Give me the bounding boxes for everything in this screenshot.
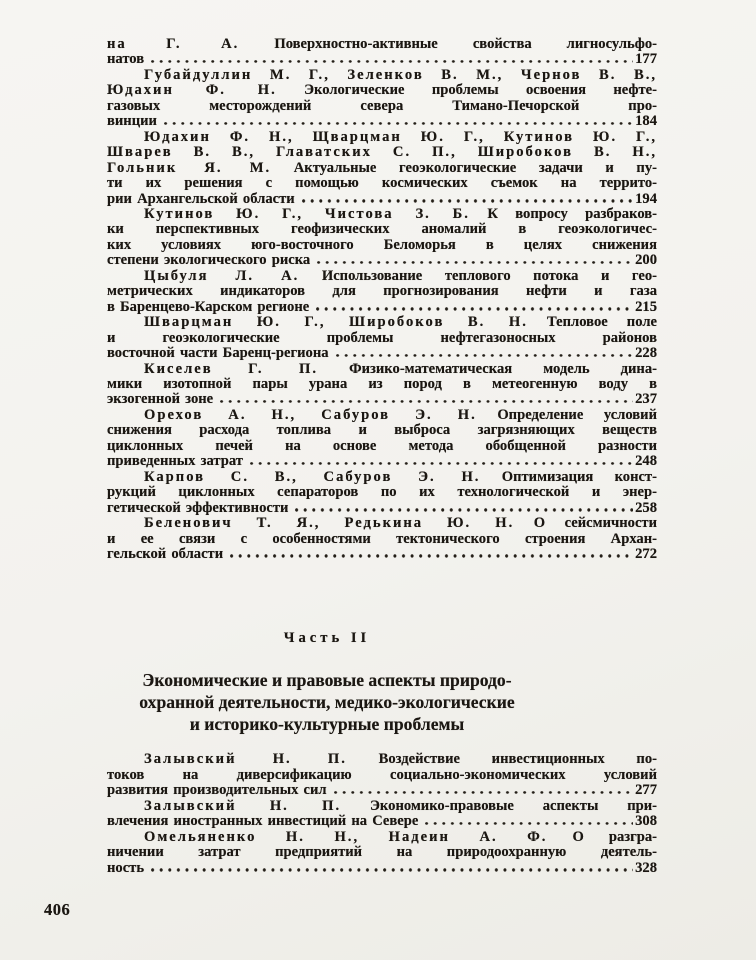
toc-line-text: гельской области bbox=[107, 545, 224, 562]
toc-line bbox=[107, 362, 657, 377]
toc-entry bbox=[107, 315, 657, 361]
toc-line-text: токов на диверсификацию социально-экономических условий bbox=[107, 766, 657, 783]
dot-leader bbox=[302, 193, 633, 203]
toc-line bbox=[107, 130, 657, 145]
dot-leader bbox=[151, 53, 633, 63]
author-names: Киселев Г. П. bbox=[144, 360, 319, 377]
toc-line-text: снижения расхода топлива и выброса загрязняющих веществ bbox=[107, 422, 657, 439]
toc-line bbox=[107, 830, 657, 845]
toc-line-text: Использование теплового потока и гео- bbox=[321, 267, 657, 284]
dot-leader bbox=[334, 784, 634, 794]
toc-entry bbox=[107, 207, 657, 269]
part2-heading-label: Часть II bbox=[283, 630, 371, 647]
toc-line bbox=[107, 114, 657, 129]
page-ref-number: 228 bbox=[635, 345, 657, 362]
toc-line bbox=[107, 192, 657, 207]
author-names: Орехов А. Н., Сабуров Э. Н. bbox=[144, 406, 477, 423]
toc-part1-entries bbox=[107, 37, 657, 562]
toc-line bbox=[107, 768, 657, 783]
toc-line-text: ность bbox=[107, 859, 145, 876]
toc-line bbox=[107, 222, 657, 237]
toc-line bbox=[107, 470, 657, 485]
toc-line bbox=[107, 547, 657, 562]
toc-line-text: Поверхностно-активные свойства лигносульфо- bbox=[274, 36, 657, 52]
toc-line-text: приведенных затрат bbox=[107, 453, 243, 470]
toc-line-text: К вопросу разбраков- bbox=[487, 205, 657, 222]
toc-line bbox=[107, 485, 657, 500]
dot-leader bbox=[151, 862, 633, 872]
author-names: Кутинов Ю. Г., Чистова З. Б. bbox=[144, 205, 470, 222]
toc-line-text: метрических индикаторов для прогнозирования нефти и газа bbox=[107, 283, 657, 300]
toc-line bbox=[107, 799, 657, 814]
table-of-contents bbox=[107, 37, 657, 876]
part2-title-line: и историко-культурные проблемы bbox=[189, 714, 465, 735]
toc-part2-entries bbox=[107, 752, 657, 876]
toc-line bbox=[107, 845, 657, 860]
page-ref-number: 277 bbox=[635, 782, 657, 799]
toc-entry bbox=[107, 362, 657, 408]
toc-line-text: О разгра- bbox=[572, 828, 657, 845]
page-ref-number: 184 bbox=[635, 113, 657, 130]
dot-leader bbox=[425, 815, 633, 825]
toc-entry bbox=[107, 830, 657, 876]
toc-line bbox=[107, 37, 657, 52]
toc-line bbox=[107, 454, 657, 469]
page-ref-number: 237 bbox=[635, 391, 657, 408]
author-names: Карпов С. В., Сабуров Э. Н. bbox=[144, 468, 481, 485]
dot-leader bbox=[230, 548, 633, 558]
toc-line bbox=[107, 68, 657, 83]
page-ref-number: 272 bbox=[635, 545, 657, 562]
toc-entry bbox=[107, 799, 657, 830]
dot-leader bbox=[317, 254, 633, 264]
toc-line-text: в Баренцево-Карском регионе bbox=[107, 298, 310, 315]
author-names: на Г. А. bbox=[107, 36, 240, 52]
toc-line-text: Актуальные геоэкологические задачи и пу- bbox=[293, 159, 657, 176]
page-ref-number: 215 bbox=[635, 298, 657, 315]
toc-entry bbox=[107, 269, 657, 315]
toc-line-text: развития производительных сил bbox=[107, 782, 327, 799]
toc-line bbox=[107, 861, 657, 876]
dot-leader bbox=[220, 393, 633, 403]
author-names: Залывский Н. П. bbox=[144, 751, 347, 768]
author-names: Шварев В. В., Главатских С. П., Широбоков В. Н., bbox=[107, 144, 657, 161]
toc-line-text: винции bbox=[107, 113, 157, 130]
toc-entry bbox=[107, 130, 657, 207]
page-ref-number: 177 bbox=[635, 51, 657, 68]
toc-line-text: ти их решения с помощью космических съемок на террито- bbox=[107, 175, 657, 192]
page-ref-number: 258 bbox=[635, 499, 657, 516]
toc-line bbox=[107, 253, 657, 268]
toc-entry bbox=[107, 408, 657, 470]
page-ref-number: 194 bbox=[635, 190, 657, 207]
toc-line-text: Физико-математическая модель дина- bbox=[349, 360, 657, 377]
dot-leader bbox=[316, 301, 633, 311]
toc-line bbox=[107, 331, 657, 346]
toc-line bbox=[107, 284, 657, 299]
toc-line-text: Оптимизация конст- bbox=[501, 468, 657, 485]
toc-line-text: рукций циклонных сепараторов по их технологической и энер- bbox=[107, 484, 657, 501]
toc-line-text: мики изотопной пары урана из пород в метеогенную воду в bbox=[107, 375, 657, 392]
toc-line-text: экзогенной зоне bbox=[107, 391, 214, 408]
author-names: Юдахин Ф. Н., Щварцман Ю. Г., Кутинов Ю. Г., bbox=[144, 128, 657, 145]
toc-line-text: циклонных печей на основе метода обобщенной разности bbox=[107, 437, 657, 454]
toc-line bbox=[107, 300, 657, 315]
toc-line bbox=[107, 207, 657, 222]
author-names: Омельяненко Н. Н., Надеин А. Ф. bbox=[144, 828, 548, 845]
page-ref-number: 248 bbox=[635, 453, 657, 470]
part2-title-line: Экономические и правовые аспекты природо- bbox=[142, 670, 512, 691]
toc-line-text: Экологические проблемы освоения нефте- bbox=[304, 82, 658, 99]
toc-line-text: натов bbox=[107, 51, 145, 68]
toc-line bbox=[107, 52, 657, 67]
toc-line bbox=[107, 145, 657, 160]
author-names: Губайдуллин М. Г., Зеленков В. М., Чернов В. В., bbox=[144, 66, 657, 83]
toc-line bbox=[107, 501, 657, 516]
toc-line bbox=[107, 99, 657, 114]
toc-line-text: газовых месторождений севера Тимано-Печорской про- bbox=[107, 97, 657, 114]
toc-entry bbox=[107, 752, 657, 798]
toc-line bbox=[107, 346, 657, 361]
page-ref-number: 308 bbox=[635, 813, 657, 830]
toc-line-text: восточной части Баренц-региона bbox=[107, 345, 329, 362]
toc-entry bbox=[107, 516, 657, 562]
dot-leader bbox=[164, 115, 633, 125]
toc-line bbox=[107, 408, 657, 423]
folio-page-number: 406 bbox=[44, 900, 71, 919]
toc-line bbox=[107, 377, 657, 392]
toc-line-text: степени экологического риска bbox=[107, 252, 311, 269]
toc-line bbox=[107, 752, 657, 767]
author-names: Залывский Н. П. bbox=[144, 797, 342, 814]
author-names: Цыбуля Л. А. bbox=[144, 267, 300, 284]
toc-line-text: Воздействие инвестиционных по- bbox=[378, 751, 657, 768]
author-names: Юдахин Ф. Н. bbox=[107, 82, 277, 99]
toc-line bbox=[107, 814, 657, 829]
toc-line bbox=[107, 439, 657, 454]
toc-line-text: ки перспективных геофизических аномалий в геоэкологичес- bbox=[107, 221, 657, 238]
toc-line bbox=[107, 238, 657, 253]
toc-line bbox=[107, 315, 657, 330]
author-names: Беленович Т. Я., Редькина Ю. Н. bbox=[144, 515, 515, 532]
part2-title-line: охранной деятельности, медико-экологические bbox=[139, 692, 515, 713]
toc-line-text: ничении затрат предприятий на природоохранную деятель- bbox=[107, 844, 657, 861]
dot-leader bbox=[336, 347, 634, 357]
toc-line bbox=[107, 392, 657, 407]
author-names: Шварцман Ю. Г., Широбоков В. Н. bbox=[144, 314, 528, 331]
page-ref-number: 200 bbox=[635, 252, 657, 269]
toc-line-text: ких условиях юго-восточного Беломорья в целях снижения bbox=[107, 236, 657, 253]
toc-line bbox=[107, 532, 657, 547]
toc-line-text: Определение условий bbox=[497, 406, 658, 423]
toc-line-text: Экономико-правовые аспекты при- bbox=[370, 797, 657, 814]
toc-entry bbox=[107, 37, 657, 68]
author-names: Гольник Я. М. bbox=[107, 159, 272, 176]
toc-line-text: рии Архангельской области bbox=[107, 190, 295, 207]
toc-line bbox=[107, 783, 657, 798]
toc-line bbox=[107, 269, 657, 284]
dot-leader bbox=[250, 455, 633, 465]
toc-line bbox=[107, 83, 657, 98]
page-ref-number: 328 bbox=[635, 859, 657, 876]
toc-line-text: и геоэкологические проблемы нефтегазоносных районов bbox=[107, 329, 657, 346]
toc-line bbox=[107, 516, 657, 531]
toc-line-text: О сейсмичности bbox=[533, 515, 657, 532]
toc-line-text: гетической эффективности bbox=[107, 499, 289, 516]
toc-entry bbox=[107, 470, 657, 516]
toc-line-text: Тепловое поле bbox=[546, 314, 657, 331]
toc-entry bbox=[107, 68, 657, 130]
toc-line bbox=[107, 176, 657, 191]
part2-title bbox=[107, 669, 657, 735]
dot-leader bbox=[295, 502, 633, 512]
toc-line bbox=[107, 161, 657, 176]
toc-line bbox=[107, 423, 657, 438]
toc-line-text: влечения иностранных инвестиций на Севере bbox=[107, 813, 419, 830]
toc-line-text: и ее связи с особенностями тектонического строения Архан- bbox=[107, 530, 657, 547]
